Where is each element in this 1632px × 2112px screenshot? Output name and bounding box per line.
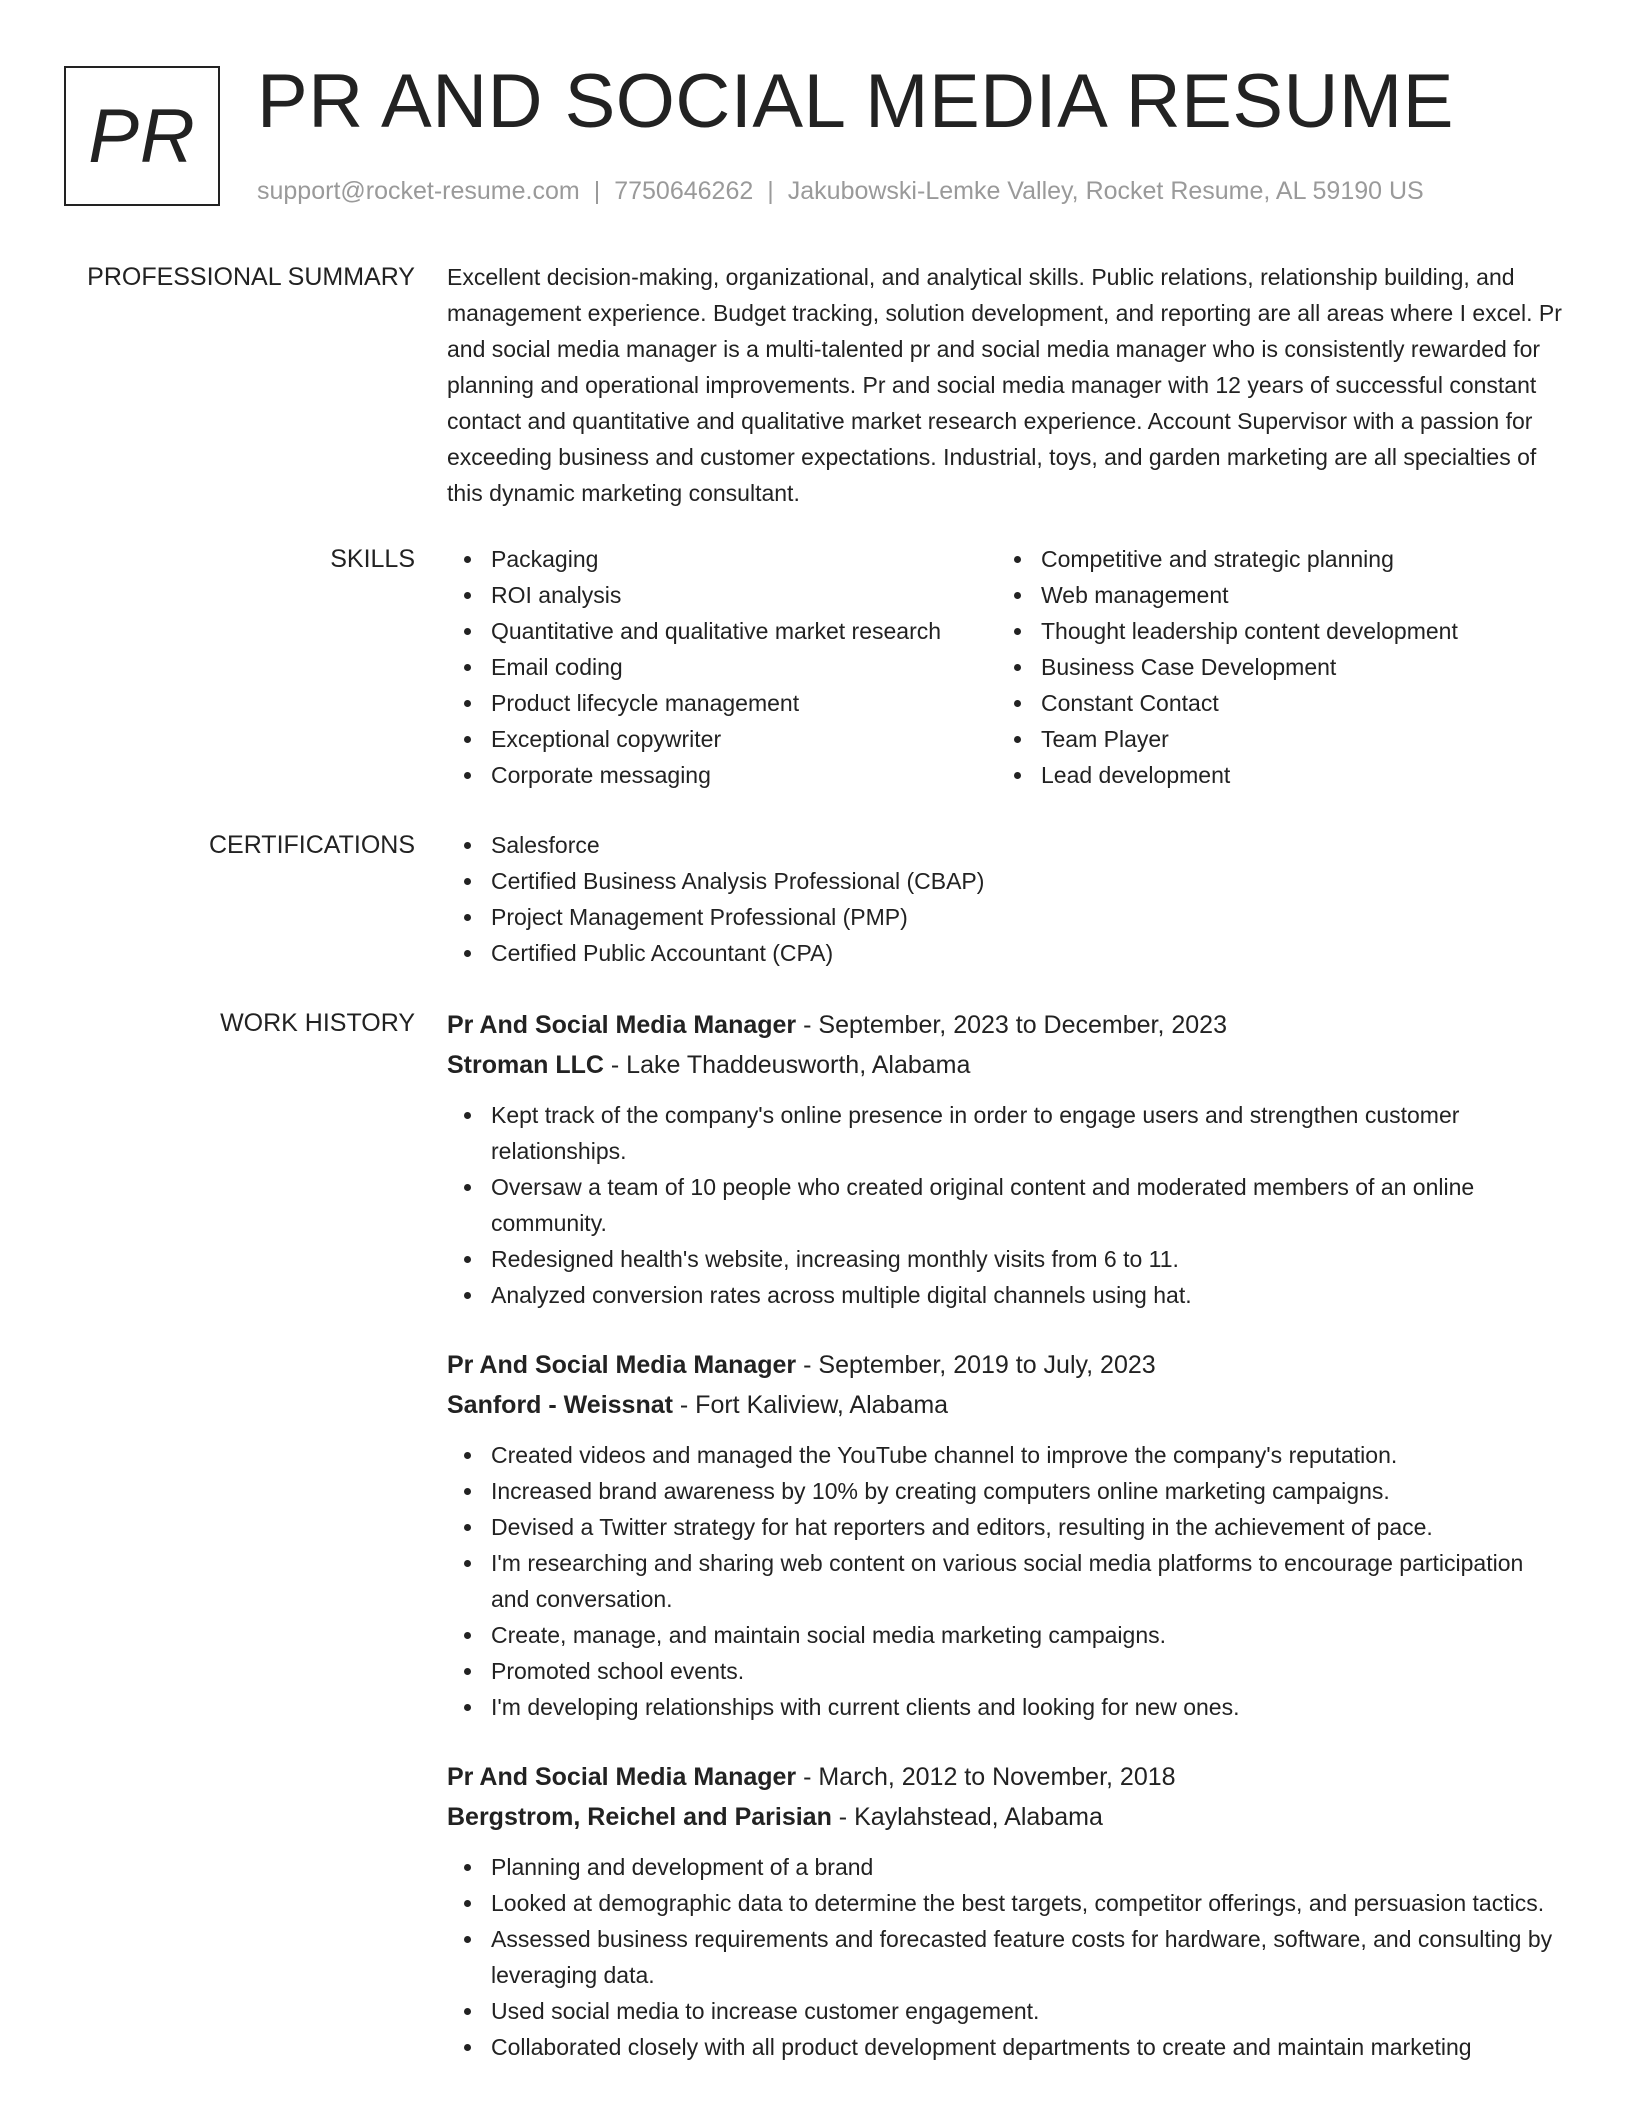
skills-columns — [447, 541, 1565, 793]
section-label-summary: PROFESSIONAL SUMMARY — [87, 263, 415, 291]
job-bullet: Planning and development of a brand — [447, 1849, 1565, 1885]
job-title: Pr And Social Media Manager — [447, 1351, 797, 1379]
job-title: Pr And Social Media Manager — [447, 1763, 797, 1791]
skill-item: Exceptional copywriter — [447, 721, 997, 757]
certification-item: Certified Public Accountant (CPA) — [447, 935, 1565, 971]
job-title-line — [447, 1005, 1565, 1045]
skill-item: Packaging — [447, 541, 997, 577]
job-bullet: Collaborated closely with all product development departments to create and maintain marketing — [447, 2029, 1565, 2065]
job-company: Bergstrom, Reichel and Parisian — [447, 1803, 832, 1831]
skill-item: Product lifecycle management — [447, 685, 997, 721]
contact-separator: | — [767, 177, 774, 205]
job-location: - Kaylahstead, Alabama — [831, 1803, 1103, 1831]
job-entry — [447, 1345, 1565, 1725]
certifications-body — [447, 827, 1565, 971]
certification-item: Project Management Professional (PMP) — [447, 899, 1565, 935]
skill-item: Corporate messaging — [447, 757, 997, 793]
skill-item: ROI analysis — [447, 577, 997, 613]
skill-item: Competitive and strategic planning — [997, 541, 1557, 577]
job-title-line — [447, 1345, 1565, 1385]
skill-item: Lead development — [997, 757, 1557, 793]
job-bullets — [447, 1437, 1565, 1725]
job-location: - Fort Kaliview, Alabama — [672, 1391, 949, 1419]
summary-body — [447, 259, 1565, 511]
job-bullet: I'm developing relationships with current clients and looking for new ones. — [447, 1689, 1565, 1725]
job-bullet: Promoted school events. — [447, 1653, 1565, 1689]
job-bullet: Looked at demographic data to determine the best targets, competitor offerings, and persuasion tactics. — [447, 1885, 1565, 1921]
skill-item: Quantitative and qualitative market research — [447, 613, 997, 649]
section-label-skills: SKILLS — [330, 545, 415, 573]
contact-separator: | — [593, 177, 601, 205]
certification-item: Certified Business Analysis Professional (CBAP) — [447, 863, 1565, 899]
job-company: Sanford - Weissnat — [447, 1391, 673, 1419]
work-history-body — [447, 1005, 1565, 2097]
contact-address: Jakubowski-Lemke Valley, Rocket Resume, AL 59190 US — [787, 177, 1424, 205]
job-title-line — [447, 1757, 1565, 1797]
section-label-work-history: WORK HISTORY — [220, 1009, 415, 1037]
skill-item: Thought leadership content development — [997, 613, 1557, 649]
job-bullet: Kept track of the company's online presence in order to engage users and strengthen customer relationships. — [447, 1097, 1565, 1169]
certifications-list — [447, 827, 1565, 971]
skill-item: Email coding — [447, 649, 997, 685]
job-bullet: Analyzed conversion rates across multiple digital channels using hat. — [447, 1277, 1565, 1313]
skills-list-left — [447, 541, 997, 793]
job-company-line — [447, 1797, 1565, 1837]
job-bullet: Devised a Twitter strategy for hat reporters and editors, resulting in the achievement of pace. — [447, 1509, 1565, 1545]
skill-item: Business Case Development — [997, 649, 1557, 685]
skill-item: Web management — [997, 577, 1557, 613]
contact-line — [257, 175, 1424, 207]
job-bullet: Used social media to increase customer engagement. — [447, 1993, 1565, 2029]
job-dates: - September, 2019 to July, 2023 — [796, 1351, 1156, 1379]
job-company: Stroman LLC — [447, 1051, 604, 1079]
job-bullet: Assessed business requirements and forecasted feature costs for hardware, software, and consulting by leveraging data. — [447, 1921, 1565, 1993]
job-bullet: Created videos and managed the YouTube channel to improve the company's reputation. — [447, 1437, 1565, 1473]
job-company-line — [447, 1045, 1565, 1085]
job-bullets — [447, 1097, 1565, 1313]
job-bullets — [447, 1849, 1565, 2065]
resume-title: PR AND SOCIAL MEDIA RESUME — [257, 59, 1454, 144]
job-bullet: Redesigned health's website, increasing monthly visits from 6 to 11. — [447, 1241, 1565, 1277]
job-bullet: Increased brand awareness by 10% by creating computers online marketing campaigns. — [447, 1473, 1565, 1509]
contact-email[interactable]: support@rocket-resume.com — [257, 177, 580, 205]
job-company-line — [447, 1385, 1565, 1425]
job-bullet: Oversaw a team of 10 people who created original content and moderated members of an online community. — [447, 1169, 1565, 1241]
monogram-text: PR — [88, 93, 196, 179]
skills-list-right — [997, 541, 1557, 793]
job-entry — [447, 1757, 1565, 2065]
job-entry — [447, 1005, 1565, 1313]
skill-item: Team Player — [997, 721, 1557, 757]
monogram-box — [64, 66, 220, 206]
certification-item: Salesforce — [447, 827, 1565, 863]
skill-item: Constant Contact — [997, 685, 1557, 721]
job-location: - Lake Thaddeusworth, Alabama — [603, 1051, 971, 1079]
job-bullet: Create, manage, and maintain social media marketing campaigns. — [447, 1617, 1565, 1653]
job-dates: - March, 2012 to November, 2018 — [796, 1763, 1176, 1791]
summary-text: Excellent decision-making, organizational, and analytical skills. Public relations, relationship building, and management experience. Budget tracking, solution development, and reporting are all areas where I excel. Pr and social media manager is a multi-talented pr and social media manager who is consistently rewarded for planning and operational improvements. Pr and social media manager with 12 years of successful constant contact and quantitative and qualitative market research experience. Account Supervisor with a passion for exceeding business and customer expectations. Industrial, toys, and garden marketing are all specialties of this dynamic marketing consultant. — [447, 264, 1562, 506]
job-dates: - September, 2023 to December, 2023 — [796, 1011, 1227, 1039]
job-title: Pr And Social Media Manager — [447, 1011, 797, 1039]
contact-phone[interactable]: 7750646262 — [614, 177, 754, 205]
section-label-certifications: CERTIFICATIONS — [208, 831, 415, 859]
job-bullet: I'm researching and sharing web content on various social media platforms to encourage participation and conversation. — [447, 1545, 1565, 1617]
